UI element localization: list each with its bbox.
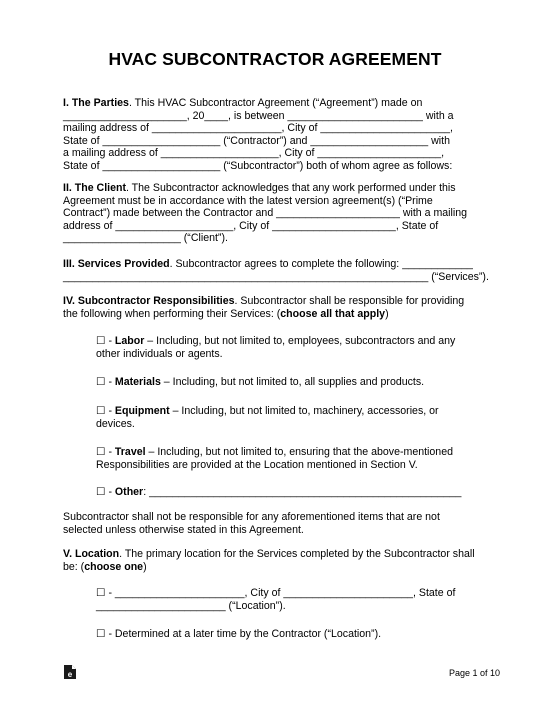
section-parties: I. The Parties. This HVAC Subcontractor Agreement (“Agreement”) made on _____________________, 20____, is between _______________________ with a mailing address of ______________________, City of ______________________, State of ____________________ (“Contractor”) and ____________________ with a mailing address of ____________________, City of _____________________, State of ____________________ (“Subcontractor”) both of whom agree as follows: bbox=[63, 97, 454, 172]
section-heading: I. The Parties bbox=[63, 97, 129, 109]
section-services: III. Services Provided. Subcontractor agrees to complete the following: ____________ ______________________________________________________________ (“Services”). bbox=[63, 258, 489, 283]
checkbox[interactable]: ☐ - bbox=[96, 376, 115, 388]
location-option-later[interactable]: ☐ - Determined at a later time by the Contractor (“Location”). bbox=[96, 628, 382, 640]
option-other[interactable] bbox=[96, 486, 496, 499]
location-option-address[interactable]: ☐ - ______________________, City of ______________________, State of ______________________ (“Location”). bbox=[96, 587, 456, 612]
option-label: Materials bbox=[114, 376, 161, 388]
section-heading: V. Location bbox=[63, 548, 120, 560]
document-logo-icon bbox=[63, 664, 77, 680]
option-label: Other bbox=[114, 486, 144, 498]
option-labor[interactable]: ☐ - Labor – Including, but not limited to, employees, subcontractors and any other individuals or agents. bbox=[96, 335, 456, 360]
section-heading: IV. Subcontractor Responsibilities bbox=[63, 295, 235, 307]
checkbox[interactable]: ☐ - bbox=[96, 335, 115, 347]
document-title: HVAC SUBCONTRACTOR AGREEMENT bbox=[108, 49, 442, 69]
section-heading: III. Services Provided bbox=[63, 258, 170, 270]
option-equipment[interactable]: ☐ - Equipment – Including, but not limited to, machinery, accessories, or devices. bbox=[96, 405, 439, 430]
checkbox[interactable]: ☐ - bbox=[96, 486, 115, 498]
option-label: Labor bbox=[114, 335, 145, 347]
section-client: II. The Client. The Subcontractor acknowledges that any work performed under this Agreement must be in accordance with the latest version agreement(s) (“Prime Contract”) made between the Contractor and _____________________ with a mailing address of ____________________, City of _____________________, State of ____________________ (“Client”). bbox=[63, 182, 468, 245]
page-number: Page 1 of 10 bbox=[448, 668, 500, 678]
section-heading: II. The Client bbox=[63, 182, 126, 194]
other-blank[interactable]: : _____________________________________________________ bbox=[143, 486, 462, 498]
option-label: Equipment bbox=[114, 405, 170, 417]
responsibilities-note: Subcontractor shall not be responsible for any aforementioned items that are not selected unless otherwise stated in this Agreement. bbox=[63, 511, 440, 536]
svg-text:e: e bbox=[67, 670, 73, 679]
section-responsibilities: IV. Subcontractor Responsibilities. Subcontractor shall be responsible for providing the following when performing their Services: (choose all that apply) bbox=[63, 295, 465, 320]
option-materials[interactable]: ☐ - Materials – Including, but not limited to, all supplies and products. bbox=[96, 376, 425, 388]
checkbox[interactable]: ☐ - bbox=[96, 405, 115, 417]
section-location: V. Location. The primary location for the Services completed by the Subcontractor shall be: (choose one) bbox=[63, 548, 475, 573]
option-travel[interactable]: ☐ - Travel – Including, but not limited to, ensuring that the above-mentioned Responsibilities are provided at the Location mentioned in Section V. bbox=[96, 446, 453, 471]
option-label: Travel bbox=[114, 446, 146, 458]
checkbox[interactable]: ☐ - bbox=[96, 446, 115, 458]
